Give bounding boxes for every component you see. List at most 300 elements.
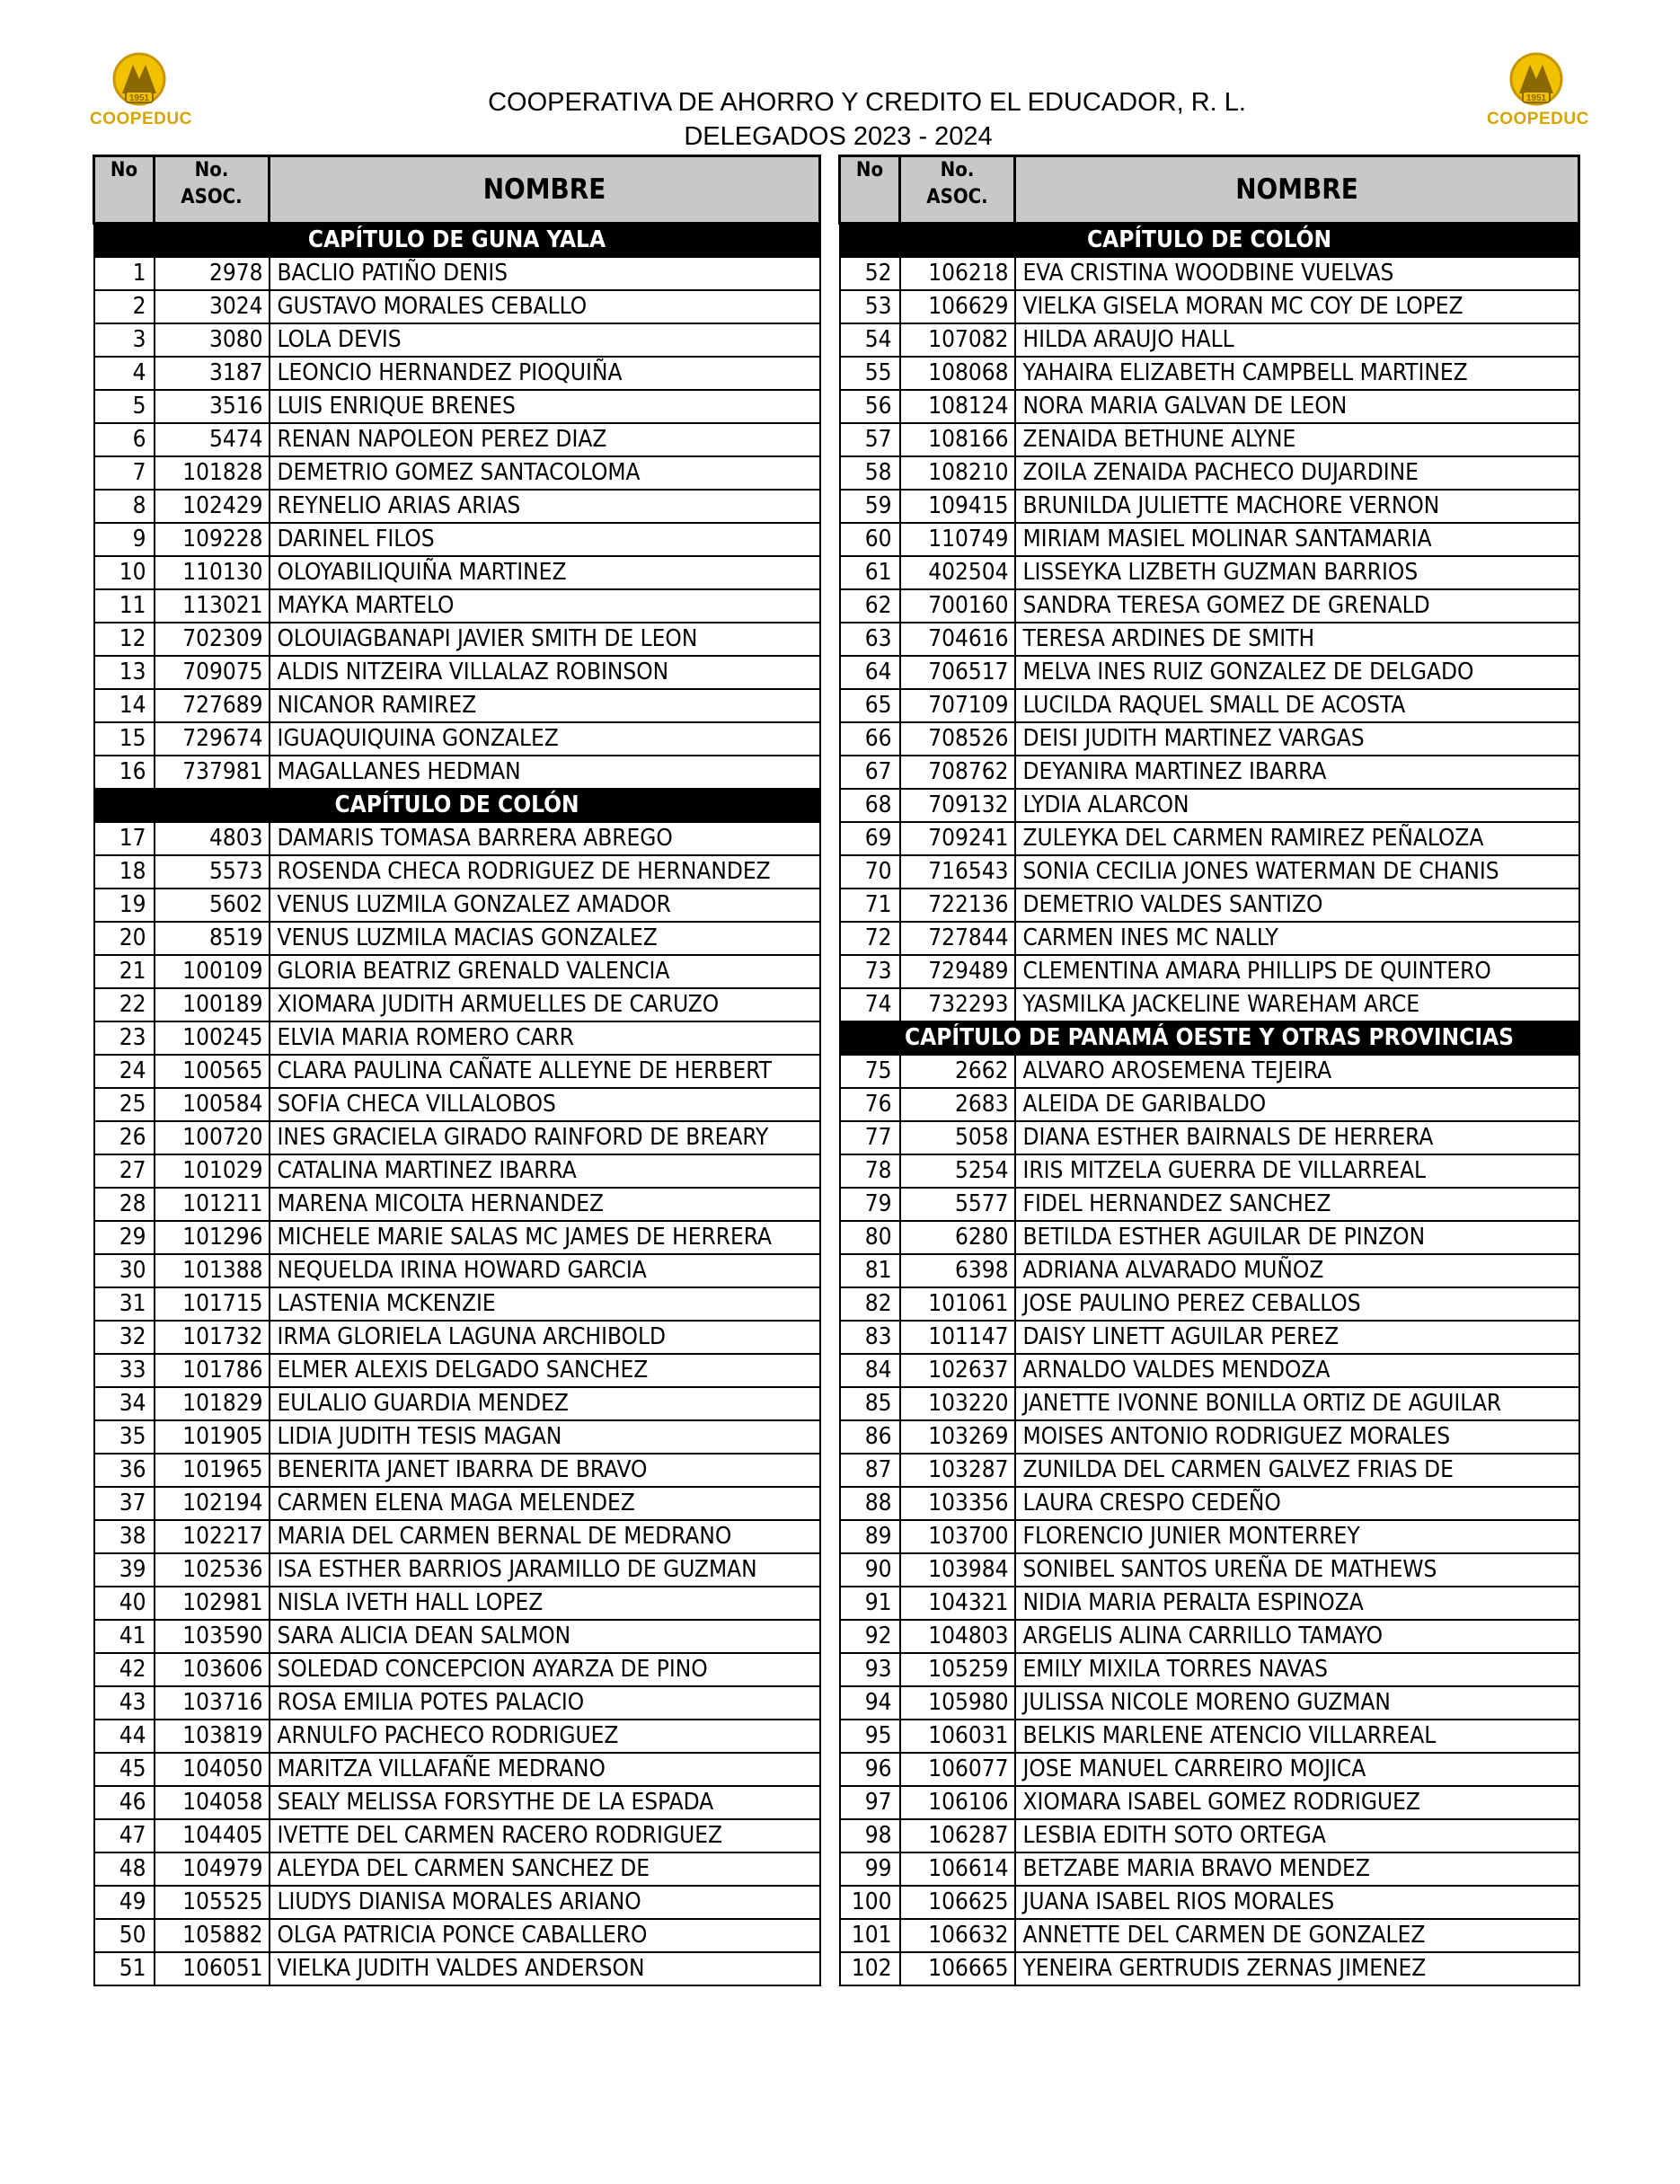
cell-asoc: 5573	[155, 855, 270, 889]
cell-asoc: 101786	[155, 1354, 270, 1387]
cell-nombre: SARA ALICIA DEAN SALMON	[270, 1620, 820, 1653]
cell-no: 1	[94, 257, 155, 290]
cell-asoc: 104321	[900, 1587, 1015, 1620]
table-row	[840, 855, 1579, 889]
cell-nombre: ZOILA ZENAIDA PACHECO DUJARDINE	[1015, 456, 1579, 490]
logo-text: COOPEDUC	[1487, 110, 1589, 128]
cell-no: 59	[840, 490, 900, 523]
cell-nombre: YASMILKA JACKELINE WAREHAM ARCE	[1015, 988, 1579, 1021]
cell-nombre: LIDIA JUDITH TESIS MAGAN	[270, 1420, 820, 1454]
cell-no: 50	[94, 1919, 155, 1952]
cell-asoc: 103716	[155, 1686, 270, 1720]
cell-nombre: ALVARO AROSEMENA TEJEIRA	[1015, 1055, 1579, 1088]
cell-nombre: DARINEL FILOS	[270, 523, 820, 556]
table-row	[840, 1653, 1579, 1686]
cell-nombre: ROSA EMILIA POTES PALACIO	[270, 1686, 820, 1720]
cell-no: 54	[840, 323, 900, 357]
cell-no: 49	[94, 1886, 155, 1919]
cell-asoc: 3516	[155, 390, 270, 423]
cell-no: 12	[94, 623, 155, 656]
table-body-left	[94, 224, 820, 1986]
cell-asoc: 5577	[900, 1188, 1015, 1221]
cell-asoc: 5254	[900, 1154, 1015, 1188]
cell-nombre: SOFIA CHECA VILLALOBOS	[270, 1088, 820, 1121]
cell-nombre: VENUS LUZMILA MACIAS GONZALEZ	[270, 922, 820, 955]
table-row	[94, 1420, 820, 1454]
table-row	[94, 1753, 820, 1786]
cell-nombre: LAURA CRESPO CEDEÑO	[1015, 1487, 1579, 1520]
cell-nombre: MIRIAM MASIEL MOLINAR SANTAMARIA	[1015, 523, 1579, 556]
cell-asoc: 704616	[900, 623, 1015, 656]
cell-no: 44	[94, 1720, 155, 1753]
cell-asoc: 109228	[155, 523, 270, 556]
cell-no: 7	[94, 456, 155, 490]
cell-no: 70	[840, 855, 900, 889]
cell-asoc: 106106	[900, 1786, 1015, 1819]
cell-asoc: 103700	[900, 1520, 1015, 1553]
table-row	[840, 656, 1579, 689]
cell-nombre: ALEIDA DE GARIBALDO	[1015, 1088, 1579, 1121]
table-row	[840, 357, 1579, 390]
cell-asoc: 727844	[900, 922, 1015, 955]
cell-no: 46	[94, 1786, 155, 1819]
delegates-table-left	[93, 155, 821, 1986]
cell-nombre: IGUAQUIQUINA GONZALEZ	[270, 722, 820, 756]
table-row	[94, 1454, 820, 1487]
cell-no: 87	[840, 1454, 900, 1487]
cell-nombre: ROSENDA CHECA RODRIGUEZ DE HERNANDEZ	[270, 855, 820, 889]
table-row	[94, 357, 820, 390]
cell-asoc: 101828	[155, 456, 270, 490]
cell-asoc: 2978	[155, 257, 270, 290]
header-no: No	[94, 156, 155, 224]
table-row	[94, 1520, 820, 1553]
cell-no: 42	[94, 1653, 155, 1686]
cell-no: 23	[94, 1021, 155, 1055]
cell-no: 18	[94, 855, 155, 889]
section-header-row	[94, 789, 820, 822]
cell-nombre: INES GRACIELA GIRADO RAINFORD DE BREARY	[270, 1121, 820, 1154]
cell-no: 80	[840, 1221, 900, 1254]
cell-no: 9	[94, 523, 155, 556]
cell-no: 64	[840, 656, 900, 689]
cell-nombre: BELKIS MARLENE ATENCIO VILLARREAL	[1015, 1720, 1579, 1753]
cell-asoc: 708526	[900, 722, 1015, 756]
cell-asoc: 101147	[900, 1321, 1015, 1354]
section-header-row	[840, 1021, 1579, 1055]
cell-asoc: 101061	[900, 1287, 1015, 1321]
table-row	[94, 656, 820, 689]
table-row	[94, 423, 820, 456]
table-row	[840, 323, 1579, 357]
cell-no: 96	[840, 1753, 900, 1786]
cell-no: 102	[840, 1952, 900, 1985]
cell-nombre: DEMETRIO GOMEZ SANTACOLOMA	[270, 456, 820, 490]
cell-no: 60	[840, 523, 900, 556]
cell-no: 92	[840, 1620, 900, 1653]
logo-text: COOPEDUC	[90, 110, 192, 128]
cell-no: 94	[840, 1686, 900, 1720]
cell-no: 2	[94, 290, 155, 323]
cell-no: 52	[840, 257, 900, 290]
document-title: COOPERATIVA DE AHORRO Y CREDITO EL EDUCADOR, R. L.	[488, 88, 1246, 117]
table-row	[840, 689, 1579, 722]
cell-asoc: 707109	[900, 689, 1015, 722]
cell-nombre: ZULEYKA DEL CARMEN RAMIREZ PEÑALOZA	[1015, 822, 1579, 855]
table-row	[840, 1287, 1579, 1321]
cell-asoc: 113021	[155, 589, 270, 623]
cell-asoc: 104058	[155, 1786, 270, 1819]
cell-no: 85	[840, 1387, 900, 1420]
section-header-row	[94, 224, 820, 258]
cell-no: 93	[840, 1653, 900, 1686]
cell-asoc: 727689	[155, 689, 270, 722]
cell-no: 3	[94, 323, 155, 357]
table-row	[94, 490, 820, 523]
cell-nombre: DAISY LINETT AGUILAR PEREZ	[1015, 1321, 1579, 1354]
cell-asoc: 106625	[900, 1886, 1015, 1919]
cell-no: 21	[94, 955, 155, 988]
cell-asoc: 2683	[900, 1088, 1015, 1121]
cell-asoc: 100584	[155, 1088, 270, 1121]
cell-nombre: VIELKA GISELA MORAN MC COY DE LOPEZ	[1015, 290, 1579, 323]
table-row	[840, 1354, 1579, 1387]
cell-asoc: 101829	[155, 1387, 270, 1420]
cell-asoc: 729489	[900, 955, 1015, 988]
right-table-container	[838, 155, 1580, 1986]
cell-no: 63	[840, 623, 900, 656]
table-row	[94, 1886, 820, 1919]
table-row	[840, 1952, 1579, 1985]
cell-asoc: 6280	[900, 1221, 1015, 1254]
table-row	[94, 1587, 820, 1620]
cell-asoc: 3080	[155, 323, 270, 357]
cell-no: 88	[840, 1487, 900, 1520]
cell-asoc: 108124	[900, 390, 1015, 423]
cell-asoc: 106051	[155, 1952, 270, 1985]
table-header-row	[94, 156, 820, 224]
table-row	[94, 390, 820, 423]
left-table-container	[93, 155, 821, 1986]
cell-nombre: YAHAIRA ELIZABETH CAMPBELL MARTINEZ	[1015, 357, 1579, 390]
cell-nombre: LIUDYS DIANISA MORALES ARIANO	[270, 1886, 820, 1919]
cell-asoc: 101388	[155, 1254, 270, 1287]
table-row	[94, 955, 820, 988]
cell-asoc: 709075	[155, 656, 270, 689]
table-row	[94, 1852, 820, 1886]
cell-no: 61	[840, 556, 900, 589]
table-row	[94, 623, 820, 656]
table-row	[94, 1487, 820, 1520]
cell-no: 66	[840, 722, 900, 756]
cell-nombre: MELVA INES RUIZ GONZALEZ DE DELGADO	[1015, 656, 1579, 689]
table-row	[94, 689, 820, 722]
cell-nombre: BENERITA JANET IBARRA DE BRAVO	[270, 1454, 820, 1487]
cell-nombre: ARNULFO PACHECO RODRIGUEZ	[270, 1720, 820, 1753]
cell-asoc: 101029	[155, 1154, 270, 1188]
table-row	[840, 1620, 1579, 1653]
table-row	[840, 423, 1579, 456]
table-row	[94, 922, 820, 955]
cell-no: 77	[840, 1121, 900, 1154]
cell-asoc: 104979	[155, 1852, 270, 1886]
table-row	[94, 722, 820, 756]
table-row	[840, 1321, 1579, 1354]
cell-nombre: ZENAIDA BETHUNE ALYNE	[1015, 423, 1579, 456]
cell-asoc: 102194	[155, 1487, 270, 1520]
table-row	[94, 1553, 820, 1587]
cell-nombre: EULALIO GUARDIA MENDEZ	[270, 1387, 820, 1420]
table-row	[94, 1088, 820, 1121]
table-row	[840, 1188, 1579, 1221]
cell-no: 89	[840, 1520, 900, 1553]
table-row	[840, 290, 1579, 323]
cell-no: 100	[840, 1886, 900, 1919]
cell-no: 97	[840, 1786, 900, 1819]
cell-nombre: NISLA IVETH HALL LOPEZ	[270, 1587, 820, 1620]
cell-no: 81	[840, 1254, 900, 1287]
cell-no: 4	[94, 357, 155, 390]
table-row	[840, 1454, 1579, 1487]
cell-no: 67	[840, 756, 900, 789]
cell-no: 48	[94, 1852, 155, 1886]
cell-no: 53	[840, 290, 900, 323]
cell-nombre: IRMA GLORIELA LAGUNA ARCHIBOLD	[270, 1321, 820, 1354]
cell-nombre: MARIA DEL CARMEN BERNAL DE MEDRANO	[270, 1520, 820, 1553]
cell-asoc: 706517	[900, 656, 1015, 689]
cell-asoc: 102429	[155, 490, 270, 523]
cell-nombre: CLEMENTINA AMARA PHILLIPS DE QUINTERO	[1015, 955, 1579, 988]
cell-no: 69	[840, 822, 900, 855]
table-row	[840, 1852, 1579, 1886]
cell-no: 86	[840, 1420, 900, 1454]
table-row	[94, 889, 820, 922]
cell-nombre: JULISSA NICOLE MORENO GUZMAN	[1015, 1686, 1579, 1720]
cell-nombre: FLORENCIO JUNIER MONTERREY	[1015, 1520, 1579, 1553]
table-row	[840, 623, 1579, 656]
cell-nombre: BACLIO PATIÑO DENIS	[270, 257, 820, 290]
cell-nombre: ZUNILDA DEL CARMEN GALVEZ FRIAS DE	[1015, 1454, 1579, 1487]
cell-asoc: 106218	[900, 257, 1015, 290]
cell-nombre: DEYANIRA MARTINEZ IBARRA	[1015, 756, 1579, 789]
cell-asoc: 106614	[900, 1852, 1015, 1886]
cell-nombre: BRUNILDA JULIETTE MACHORE VERNON	[1015, 490, 1579, 523]
cell-asoc: 709241	[900, 822, 1015, 855]
table-row	[840, 889, 1579, 922]
table-row	[94, 1952, 820, 1985]
cell-asoc: 106031	[900, 1720, 1015, 1753]
table-row	[840, 1786, 1579, 1819]
cell-nombre: MOISES ANTONIO RODRIGUEZ MORALES	[1015, 1420, 1579, 1454]
cell-asoc: 106287	[900, 1819, 1015, 1852]
table-row	[94, 822, 820, 855]
table-row	[840, 955, 1579, 988]
cell-asoc: 101732	[155, 1321, 270, 1354]
cell-no: 75	[840, 1055, 900, 1088]
cell-asoc: 106632	[900, 1919, 1015, 1952]
table-row	[94, 1321, 820, 1354]
cell-no: 14	[94, 689, 155, 722]
table-row	[94, 1055, 820, 1088]
cell-nombre: JOSE PAULINO PEREZ CEBALLOS	[1015, 1287, 1579, 1321]
cell-nombre: SONIA CECILIA JONES WATERMAN DE CHANIS	[1015, 855, 1579, 889]
cell-no: 58	[840, 456, 900, 490]
cell-no: 17	[94, 822, 155, 855]
table-row	[840, 456, 1579, 490]
cell-asoc: 100565	[155, 1055, 270, 1088]
cell-asoc: 106665	[900, 1952, 1015, 1985]
cell-no: 15	[94, 722, 155, 756]
cell-asoc: 100109	[155, 955, 270, 988]
cell-asoc: 3024	[155, 290, 270, 323]
table-row	[840, 988, 1579, 1021]
cell-no: 39	[94, 1553, 155, 1587]
table-row	[840, 722, 1579, 756]
cell-asoc: 110130	[155, 556, 270, 589]
cell-no: 37	[94, 1487, 155, 1520]
cell-nombre: ARGELIS ALINA CARRILLO TAMAYO	[1015, 1620, 1579, 1653]
cell-nombre: NEQUELDA IRINA HOWARD GARCIA	[270, 1254, 820, 1287]
table-row	[94, 1819, 820, 1852]
cell-nombre: CLARA PAULINA CAÑATE ALLEYNE DE HERBERT	[270, 1055, 820, 1088]
section-header-row	[840, 224, 1579, 258]
section-title: CAPÍTULO DE COLÓN	[840, 224, 1579, 258]
cell-asoc: 101296	[155, 1221, 270, 1254]
table-row	[94, 456, 820, 490]
cell-asoc: 4803	[155, 822, 270, 855]
cell-nombre: LOLA DEVIS	[270, 323, 820, 357]
cell-no: 91	[840, 1587, 900, 1620]
table-row	[94, 556, 820, 589]
cell-nombre: XIOMARA JUDITH ARMUELLES DE CARUZO	[270, 988, 820, 1021]
table-row	[840, 1587, 1579, 1620]
cell-asoc: 103220	[900, 1387, 1015, 1420]
cell-nombre: IRIS MITZELA GUERRA DE VILLARREAL	[1015, 1154, 1579, 1188]
cell-nombre: ADRIANA ALVARADO MUÑOZ	[1015, 1254, 1579, 1287]
table-row	[94, 257, 820, 290]
cell-asoc: 709132	[900, 789, 1015, 822]
cell-nombre: GUSTAVO MORALES CEBALLO	[270, 290, 820, 323]
cell-asoc: 5474	[155, 423, 270, 456]
table-header-row	[840, 156, 1579, 224]
document-subtitle: DELEGADOS 2023 - 2024	[684, 122, 993, 151]
cell-nombre: ISA ESTHER BARRIOS JARAMILLO DE GUZMAN	[270, 1553, 820, 1587]
cell-nombre: SONIBEL SANTOS UREÑA DE MATHEWS	[1015, 1553, 1579, 1587]
table-row	[840, 556, 1579, 589]
cell-asoc: 108068	[900, 357, 1015, 390]
cell-asoc: 100245	[155, 1021, 270, 1055]
svg-text:1951: 1951	[1525, 93, 1547, 103]
cell-asoc: 100189	[155, 988, 270, 1021]
cell-nombre: VIELKA JUDITH VALDES ANDERSON	[270, 1952, 820, 1985]
cell-nombre: MAGALLANES HEDMAN	[270, 756, 820, 789]
cell-asoc: 102536	[155, 1553, 270, 1587]
cell-asoc: 104405	[155, 1819, 270, 1852]
cell-asoc: 6398	[900, 1254, 1015, 1287]
cell-no: 56	[840, 390, 900, 423]
cell-asoc: 722136	[900, 889, 1015, 922]
cell-no: 62	[840, 589, 900, 623]
cell-nombre: JANETTE IVONNE BONILLA ORTIZ DE AGUILAR	[1015, 1387, 1579, 1420]
cell-no: 24	[94, 1055, 155, 1088]
cell-nombre: CARMEN INES MC NALLY	[1015, 922, 1579, 955]
cell-no: 6	[94, 423, 155, 456]
table-row	[840, 390, 1579, 423]
cell-nombre: DIANA ESTHER BAIRNALS DE HERRERA	[1015, 1121, 1579, 1154]
cell-asoc: 108166	[900, 423, 1015, 456]
cell-no: 8	[94, 490, 155, 523]
cell-asoc: 737981	[155, 756, 270, 789]
table-row	[840, 922, 1579, 955]
cell-no: 71	[840, 889, 900, 922]
cell-asoc: 103606	[155, 1653, 270, 1686]
table-row	[94, 589, 820, 623]
cell-no: 35	[94, 1420, 155, 1454]
table-row	[840, 257, 1579, 290]
table-row	[840, 822, 1579, 855]
cell-no: 68	[840, 789, 900, 822]
cell-no: 95	[840, 1720, 900, 1753]
cell-nombre: MICHELE MARIE SALAS MC JAMES DE HERRERA	[270, 1221, 820, 1254]
cell-no: 25	[94, 1088, 155, 1121]
cell-nombre: ELVIA MARIA ROMERO CARR	[270, 1021, 820, 1055]
table-row	[840, 1055, 1579, 1088]
cell-asoc: 105980	[900, 1686, 1015, 1720]
cell-no: 72	[840, 922, 900, 955]
cell-nombre: CATALINA MARTINEZ IBARRA	[270, 1154, 820, 1188]
cell-nombre: JUANA ISABEL RIOS MORALES	[1015, 1886, 1579, 1919]
table-row	[94, 1720, 820, 1753]
cell-nombre: MARENA MICOLTA HERNANDEZ	[270, 1188, 820, 1221]
cell-no: 98	[840, 1819, 900, 1852]
table-row	[94, 1154, 820, 1188]
cell-no: 74	[840, 988, 900, 1021]
table-row	[94, 523, 820, 556]
table-row	[94, 1686, 820, 1720]
cell-nombre: NICANOR RAMIREZ	[270, 689, 820, 722]
cell-asoc: 732293	[900, 988, 1015, 1021]
header-nombre: NOMBRE	[1015, 156, 1579, 224]
cell-asoc: 103819	[155, 1720, 270, 1753]
cell-no: 27	[94, 1154, 155, 1188]
cell-nombre: LASTENIA MCKENZIE	[270, 1287, 820, 1321]
cell-no: 55	[840, 357, 900, 390]
cell-nombre: GLORIA BEATRIZ GRENALD VALENCIA	[270, 955, 820, 988]
table-row	[94, 1188, 820, 1221]
cell-asoc: 103590	[155, 1620, 270, 1653]
cell-asoc: 101715	[155, 1287, 270, 1321]
cell-no: 45	[94, 1753, 155, 1786]
header-asoc: No. ASOC.	[155, 156, 270, 224]
table-row	[94, 1021, 820, 1055]
cell-no: 84	[840, 1354, 900, 1387]
table-row	[840, 1686, 1579, 1720]
table-row	[840, 1088, 1579, 1121]
cell-asoc: 5058	[900, 1121, 1015, 1154]
table-row	[840, 490, 1579, 523]
cell-asoc: 3187	[155, 357, 270, 390]
cell-nombre: MARITZA VILLAFAÑE MEDRANO	[270, 1753, 820, 1786]
table-row	[840, 789, 1579, 822]
table-row	[94, 323, 820, 357]
cell-nombre: LESBIA EDITH SOTO ORTEGA	[1015, 1819, 1579, 1852]
cell-nombre: BETZABE MARIA BRAVO MENDEZ	[1015, 1852, 1579, 1886]
cell-nombre: LEONCIO HERNANDEZ PIOQUIÑA	[270, 357, 820, 390]
cell-nombre: MAYKA MARTELO	[270, 589, 820, 623]
cell-no: 57	[840, 423, 900, 456]
cell-no: 10	[94, 556, 155, 589]
cell-no: 99	[840, 1852, 900, 1886]
